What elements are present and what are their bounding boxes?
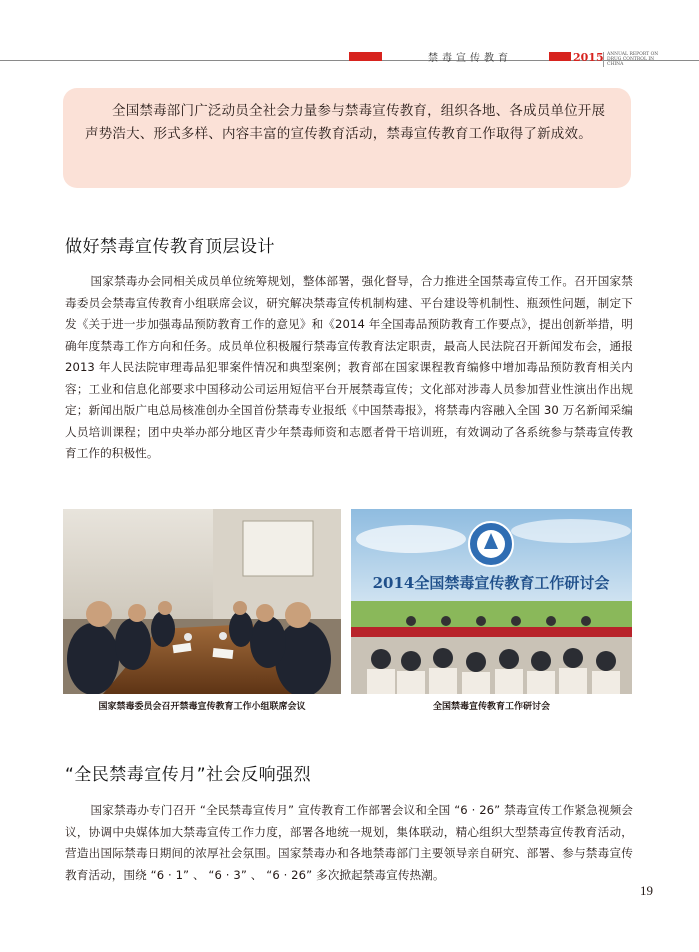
intro-text: 全国禁毒部门广泛动员全社会力量参与禁毒宣传教育，组织各地、各成员单位开展声势浩大、形式多样、内容丰富的宣传教育活动，禁毒宣传教育工作取得了新成效。 — [85, 103, 606, 142]
page-number: 19 — [640, 883, 653, 898]
conference-banner-text: 2014全国禁毒宣传教育工作研讨会 — [372, 574, 610, 592]
intro-callout — [63, 88, 631, 188]
header-year: 2015 — [573, 51, 604, 64]
meeting-photo — [63, 509, 341, 694]
conference-photo — [351, 509, 632, 694]
conference-photo-caption: 全国禁毒宣传教育工作研讨会 — [432, 702, 550, 712]
section2-paragraph: 国家禁毒办专门召开 “全民禁毒宣传月” 宣传教育工作部署会议和全国 “6 · 26” 禁毒宣传工作紧急视频会议，协调中央媒体加大禁毒宣传工作力度，部署各地统一规划，集体联动，精心组织大型禁毒宣传教育活动，营造出国际禁毒日期间的浓厚社会氛围。国家禁毒办和各地禁毒部门主要领导亲自研究、部署、参与禁毒宣传教育活动，围绕 “6 · 1” 、 “6 · 3” 、 “6 · 26” 多次掀起禁毒宣传热潮。 — [65, 803, 633, 882]
header-red-bar-right — [549, 52, 571, 61]
header-red-bar-left — [349, 52, 382, 61]
section1-heading: 做好禁毒宣传教育顶层设计 — [65, 237, 275, 257]
header-section-title: 禁毒宣传教育 — [428, 53, 512, 64]
section1-paragraph: 国家禁毒办会同相关成员单位统筹规划，整体部署，强化督导，合力推进全国禁毒宣传工作。召开国家禁毒委员会禁毒宣传教育小组联席会议，研究解决禁毒宣传机制构建、平台建设等机制性、瓶颈性问题，制定下发《关于进一步加强毒品预防教育工作的意见》和《2014 年全国毒品预防教育工作要点》，提出创新举措，明确年度禁毒工作方向和任务。成员单位积极履行禁毒宣传教育法定职责，最高人民法院召开新闻发布会，通报 2013 年人民法院审理毒品犯罪案件情况和典型案例；教育部在国家课程教育编修中增加毒品预防教育相关内容；工业和信息化部要求中国移动公司运用短信平台开展禁毒宣传；文化部对涉毒人员参加营业性演出作出规定；新闻出版广电总局核准创办全国首份禁毒专业报纸《中国禁毒报》，将禁毒内容融入全国 30 万名新闻采编人员培训课程；团中央举办部分地区青少年禁毒师资和志愿者骨干培训班，有效调动了各系统参与禁毒宣传教育工作的积极性。 — [65, 274, 633, 460]
meeting-photo-caption: 国家禁毒委员会召开禁毒宣传教育工作小组联席会议 — [98, 702, 306, 712]
page-header — [0, 0, 699, 70]
section2-heading: “全民禁毒宣传月”社会反响强烈 — [65, 765, 312, 785]
header-english-title: ANNUAL REPORT ON DRUG CONTROL IN CHINA — [603, 52, 667, 67]
